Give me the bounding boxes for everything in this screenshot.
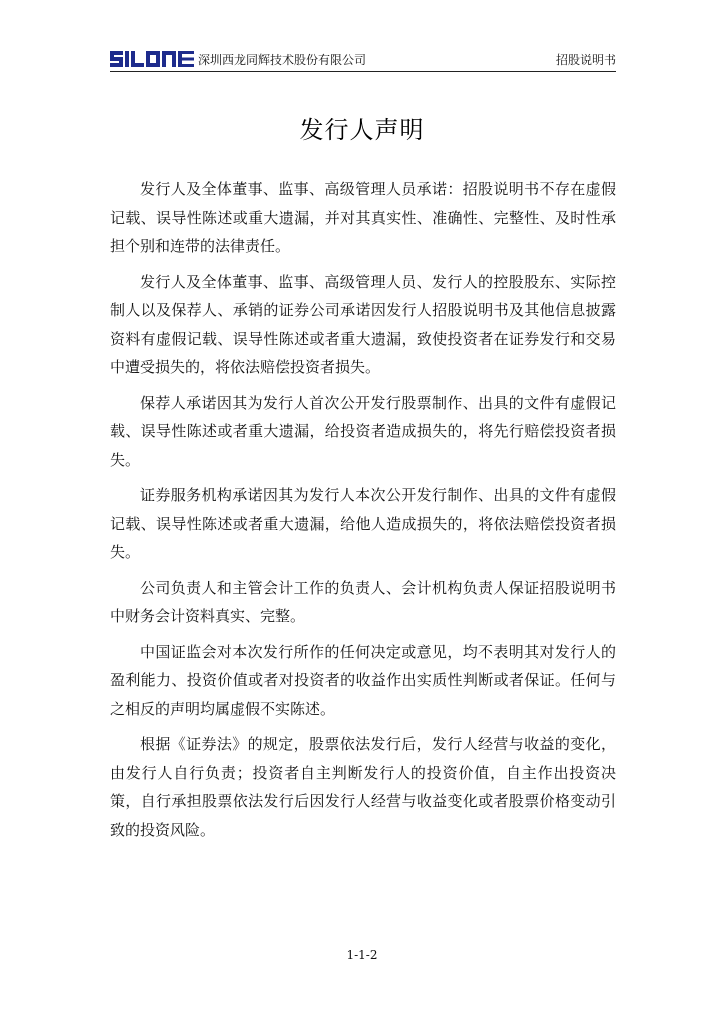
- statement-paragraph: 证券服务机构承诺因其为发行人本次公开发行制作、出具的文件有虚假记载、误导性陈述或者重大遗漏，给他人造成损失的，将依法赔偿投资者损失。: [110, 486, 616, 561]
- statement-paragraph: 根据《证券法》的规定，股票依法发行后，发行人经营与收益的变化，由发行人自行负责；投资者自主判断发行人的投资价值，自主作出投资决策，自行承担股票依法发行后因发行人经营与收益变化或者股票价格变动引致的投资风险。: [110, 735, 616, 839]
- document-type: 招股说明书: [555, 53, 616, 67]
- company-name: 深圳西龙同辉技术股份有限公司: [198, 53, 367, 67]
- statement-paragraph: 发行人及全体董事、监事、高级管理人员、发行人的控股股东、实际控制人以及保荐人、承销的证券公司承诺因发行人招股说明书及其他信息披露资料有虚假记载、误导性陈述或者重大遗漏，致使投资者在证券发行和交易中遭受损失的，将依法赔偿投资者损失。: [110, 272, 616, 376]
- page-title: 发行人声明: [299, 116, 425, 144]
- statement-body: [110, 175, 616, 851]
- statement-paragraph: 公司负责人和主管会计工作的负责人、会计机构负责人保证招股说明书中财务会计资料真实、完整。: [110, 578, 616, 625]
- statement-paragraph: 中国证监会对本次发行所作的任何决定或意见，均不表明其对发行人的盈利能力、投资价值或者对投资者的收益作出实质性判断或者保证。任何与之相反的声明均属虚假不实陈述。: [110, 642, 616, 718]
- statement-paragraph: 保荐人承诺因其为发行人首次公开发行股票制作、出具的文件有虚假记载、误导性陈述或者重大遗漏，给投资者造成损失的，将先行赔偿投资者损失。: [110, 393, 616, 469]
- page-header: [110, 48, 616, 72]
- statement-paragraph: 发行人及全体董事、监事、高级管理人员承诺：招股说明书不存在虚假记载、误导性陈述或重大遗漏，并对其真实性、准确性、完整性、及时性承担个别和连带的法律责任。: [110, 180, 616, 255]
- page-number: 1-1-2: [346, 948, 378, 962]
- header-divider: [110, 71, 616, 72]
- company-logo: [110, 50, 196, 68]
